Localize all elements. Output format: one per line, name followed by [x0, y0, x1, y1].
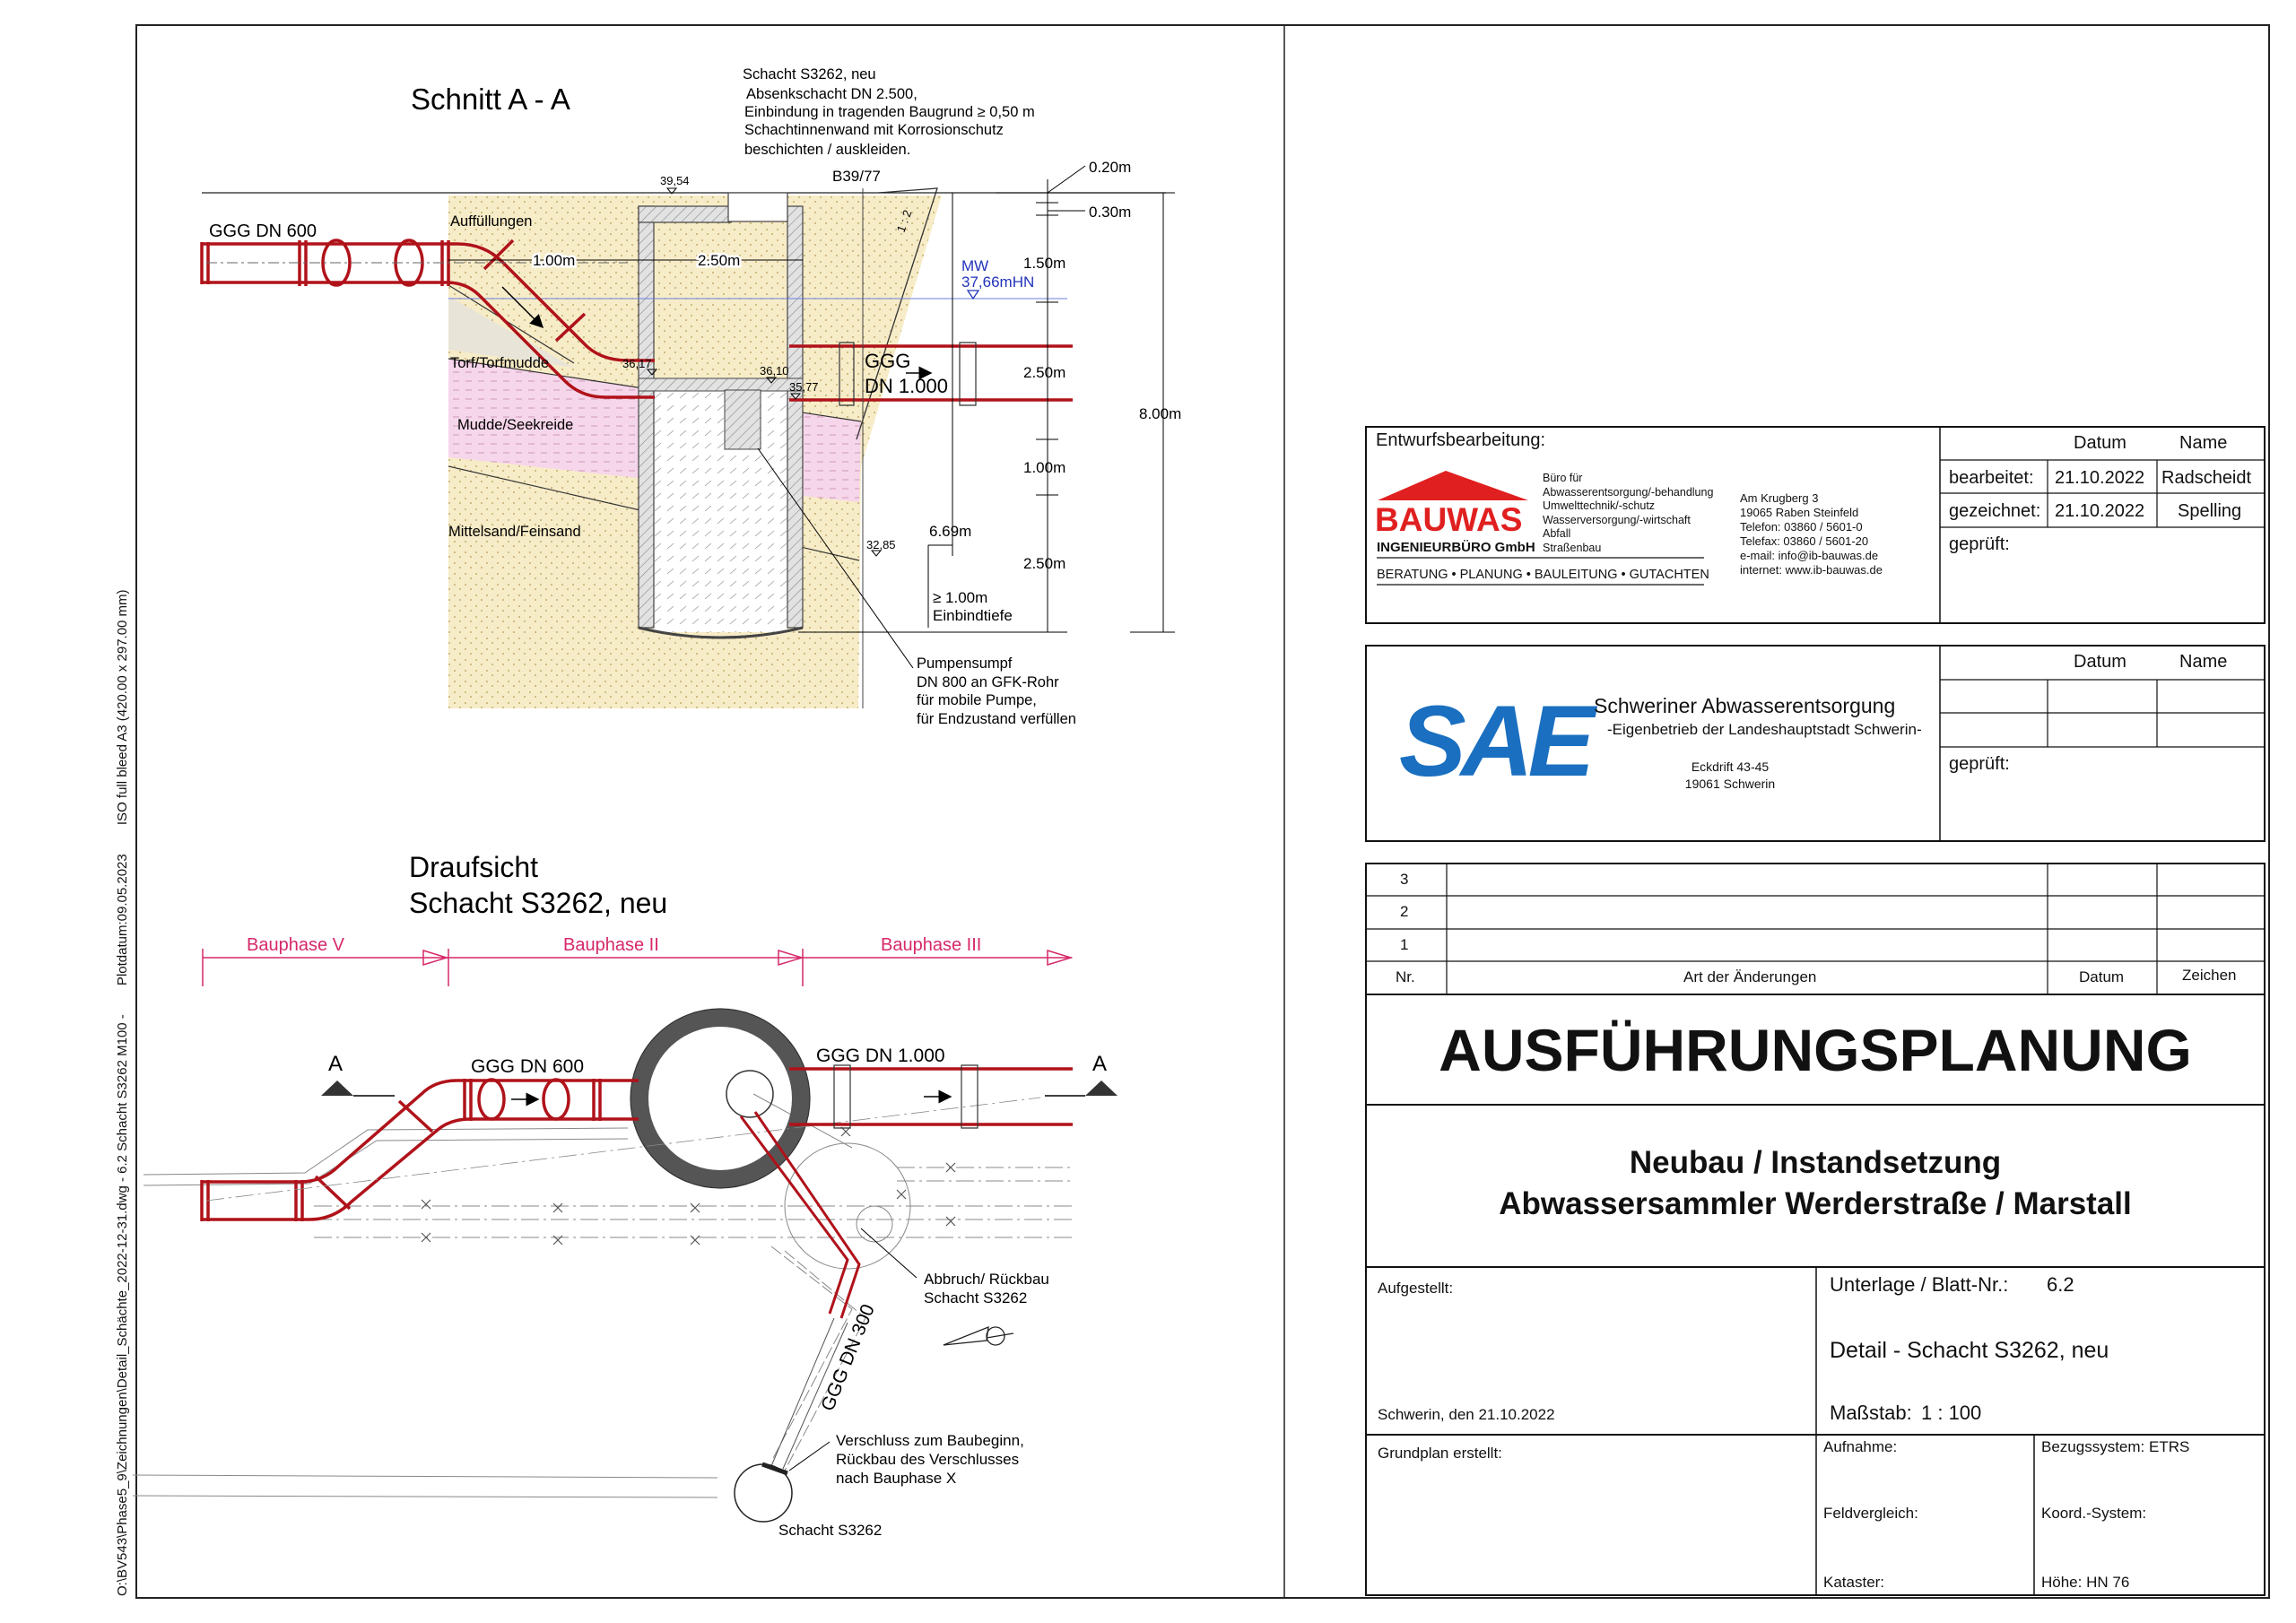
unterlage-value: 6.2	[2047, 1273, 2074, 1296]
north-arrow-icon	[944, 1327, 1013, 1345]
svg-text:36,17: 36,17	[622, 357, 652, 370]
sae-geprueft-label: geprüft:	[1949, 754, 2010, 774]
demolition-shaft: Schacht S3262	[924, 1289, 1028, 1306]
detail-title: Detail - Schacht S3262, neu	[1830, 1338, 2109, 1363]
kataster-label: Kataster:	[1823, 1574, 1885, 1591]
dim-diameter: 2.50m	[698, 252, 741, 269]
plot-date: Plotdatum:09.05.2023	[115, 854, 130, 986]
aufgestellt-place: Schwerin, den 21.10.2022	[1378, 1406, 1555, 1423]
unterlage-label: Unterlage / Blatt-Nr.:	[1830, 1273, 2009, 1296]
plan-pipe-out-label: GGG DN 1.000	[816, 1046, 945, 1066]
sae-logo	[1399, 674, 1590, 809]
sae-subtitle: -Eigenbetrieb der Landeshauptstadt Schwerin-	[1607, 721, 1922, 738]
layer-label: Mittelsand/Feinsand	[448, 524, 581, 540]
note-line: beschichten / auskleiden.	[744, 142, 911, 158]
feldvergleich-label: Feldvergleich:	[1823, 1505, 1918, 1522]
svg-text:0.20m: 0.20m	[1089, 159, 1132, 176]
massstab-label: Maßstab:	[1830, 1402, 1912, 1424]
pipe-dn600-plan	[202, 1079, 639, 1221]
section-marker-right: A	[1092, 1052, 1108, 1076]
shaft-opening	[728, 193, 787, 221]
sae-name: Schweriner Abwasserentsorgung	[1594, 694, 1896, 717]
shaft-wall-right	[787, 206, 803, 628]
geprueft-label: geprüft:	[1949, 534, 2010, 554]
embed-depth: ≥ 1.00m	[933, 589, 988, 606]
plan-title: Draufsicht	[409, 851, 539, 883]
svg-text:36,10: 36,10	[760, 364, 789, 378]
svg-text:0.30m: 0.30m	[1089, 204, 1132, 221]
sae-logo-text: SAE	[1399, 685, 1590, 797]
revision-row: 2	[1400, 903, 1409, 920]
bezugssystem-label: Bezugssystem: ETRS	[2041, 1438, 2190, 1455]
bauwas-address: Am Krugberg 3 19065 Raben Steinfeld Telefon: 03860 / 5601-0 Telefax: 03860 / 5601-20 e-mail: info@ib-bauwas.de internet: www.ib-bauwas.de	[1740, 491, 1883, 577]
svg-text:8.00m: 8.00m	[1139, 405, 1182, 422]
layer-label: Mudde/Seekreide	[457, 417, 574, 433]
plan-subtitle: Schacht S3262, neu	[409, 887, 668, 919]
svg-text:DN 800 an GFK-Rohr: DN 800 an GFK-Rohr	[917, 674, 1059, 690]
grundplan-label: Grundplan erstellt:	[1378, 1445, 1502, 1462]
rev-col-art: Art der Änderungen	[1683, 968, 1817, 985]
shaft-cover	[639, 206, 731, 222]
svg-text:Pumpensumpf: Pumpensumpf	[917, 655, 1013, 672]
rev-col-nr: Nr.	[1396, 968, 1415, 985]
revision-row: 1	[1400, 936, 1409, 953]
phase-label: Bauphase V	[247, 935, 344, 955]
svg-text:für Endzustand verfüllen: für Endzustand verfüllen	[917, 711, 1076, 727]
bearbeitet-name: Radscheidt	[2161, 468, 2252, 488]
col-datum: Datum	[2074, 433, 2126, 453]
svg-text:35,77: 35,77	[789, 380, 819, 394]
svg-text:32,85: 32,85	[866, 538, 896, 551]
bearbeitet-date: 21.10.2022	[2055, 468, 2145, 488]
water-level-value: 37,66mHN	[961, 273, 1035, 291]
section-view	[202, 66, 1181, 727]
demolition-note: Abbruch/ Rückbau	[924, 1271, 1049, 1288]
svg-text:2.50m: 2.50m	[1023, 364, 1066, 381]
layer-label: Torf/Torfmudde	[450, 355, 550, 371]
layer-label: Auffüllungen	[450, 213, 533, 230]
section-title: Schnitt A - A	[411, 82, 570, 116]
koord-label: Koord.-System:	[2041, 1505, 2147, 1522]
aufgestellt-label: Aufgestellt:	[1378, 1280, 1454, 1297]
sae-address: Eckdrift 43-45 19061 Schwerin	[1684, 759, 1776, 791]
aufnahme-label: Aufnahme:	[1823, 1438, 1898, 1455]
sump-note	[917, 655, 1076, 727]
pipe-out-label: GGG	[865, 350, 911, 372]
dim-depth: 6.69m	[929, 523, 972, 540]
closure-note: Rückbau des Verschlusses	[836, 1451, 1020, 1468]
section-note	[743, 66, 1035, 158]
shaft-wall-left	[639, 206, 654, 628]
gezeichnet-name: Spelling	[2178, 501, 2242, 521]
massstab-value: 1 : 100	[1921, 1402, 1982, 1424]
project-title: Neubau / Instandsetzung Abwassersammler Werderstraße / Marstall	[1499, 1145, 2132, 1221]
bauwas-logo-text: BAUWAS	[1375, 501, 1523, 538]
bauwas-tagline: BERATUNG • PLANUNG • BAULEITUNG • GUTACHTEN	[1377, 568, 1709, 582]
pipe-out-size: DN 1.000	[865, 375, 948, 397]
dimension-values	[1023, 159, 1181, 572]
note-line: Einbindung in tragenden Baugrund ≥ 0,50 m	[744, 104, 1035, 120]
phase-label: Bauphase III	[881, 935, 982, 955]
svg-text:2.50m: 2.50m	[1023, 555, 1066, 572]
gezeichnet-date: 21.10.2022	[2055, 501, 2145, 521]
x-marks	[422, 1127, 955, 1245]
section-marker-left: A	[328, 1052, 344, 1076]
bauwas-acronym: Büro für Abwasserentsorgung/-behandlung Umwelttechnik/-schutz Wasserversorgung/-wirtschaft Abfall Straßenbau	[1543, 472, 1714, 554]
col-name: Name	[2179, 433, 2228, 453]
svg-text:für mobile Pumpe,: für mobile Pumpe,	[917, 692, 1037, 708]
note-line: Schacht S3262, neu	[743, 66, 876, 82]
paper-format: ISO full bleed A3 (420.00 x 297.00 mm)	[115, 589, 130, 826]
plan-pipe-in-label: GGG DN 600	[471, 1056, 585, 1077]
plan-view	[133, 851, 1118, 1539]
rev-col-zeichen: Zeichen	[2182, 967, 2237, 984]
closure-note: nach Bauphase X	[836, 1470, 957, 1487]
pipe-in-label: GGG DN 600	[209, 221, 317, 241]
bauwas-company: INGENIEURBÜRO GmbH	[1377, 540, 1535, 555]
note-line: Absenkschacht DN 2.500,	[746, 86, 918, 102]
file-path: O:\BV543\Phase5_9\Zeichnungen\Detail_Schächte_2022-12-31.dwg - 6.2 Schacht S3262 M100 -	[115, 1014, 130, 1596]
svg-text:1.50m: 1.50m	[1023, 255, 1066, 272]
gezeichnet-label: gezeichnet:	[1949, 501, 2041, 521]
sae-col-name: Name	[2179, 652, 2228, 672]
shaft-gravel	[653, 386, 787, 632]
reference-point: B39/77	[832, 168, 881, 185]
sae-col-datum: Datum	[2074, 652, 2126, 672]
pump-sump	[725, 390, 761, 449]
phase-label: Bauphase II	[563, 935, 659, 955]
branch-pipe-label: GGG DN 300	[817, 1301, 879, 1414]
svg-text:39,54: 39,54	[660, 174, 690, 187]
embed-label: Einbindtiefe	[933, 607, 1013, 624]
revision-row: 3	[1400, 871, 1409, 888]
water-level-label: MW	[961, 257, 989, 274]
slope-label: 1 : 2	[893, 208, 915, 235]
closure-note: Verschluss zum Baubeginn,	[836, 1432, 1024, 1449]
note-line: Schachtinnenwand mit Korrosionschutz	[744, 122, 1004, 138]
sump-plan	[726, 1071, 773, 1117]
old-shaft-label: Schacht S3262	[778, 1522, 883, 1539]
svg-text:1.00m: 1.00m	[1023, 459, 1066, 476]
new-shaft-plan	[639, 1018, 801, 1179]
pipe-dn300-plan	[741, 1112, 859, 1318]
entwurf-label: Entwurfsbearbeitung:	[1376, 430, 1546, 450]
main-title: AUSFÜHRUNGSPLANUNG	[1439, 1017, 2192, 1083]
hoehe-label: Höhe: HN 76	[2041, 1574, 2130, 1591]
bearbeitet-label: bearbeitet:	[1949, 468, 2034, 488]
rev-col-datum: Datum	[2079, 968, 2125, 985]
dim-left: 1.00m	[533, 252, 576, 269]
